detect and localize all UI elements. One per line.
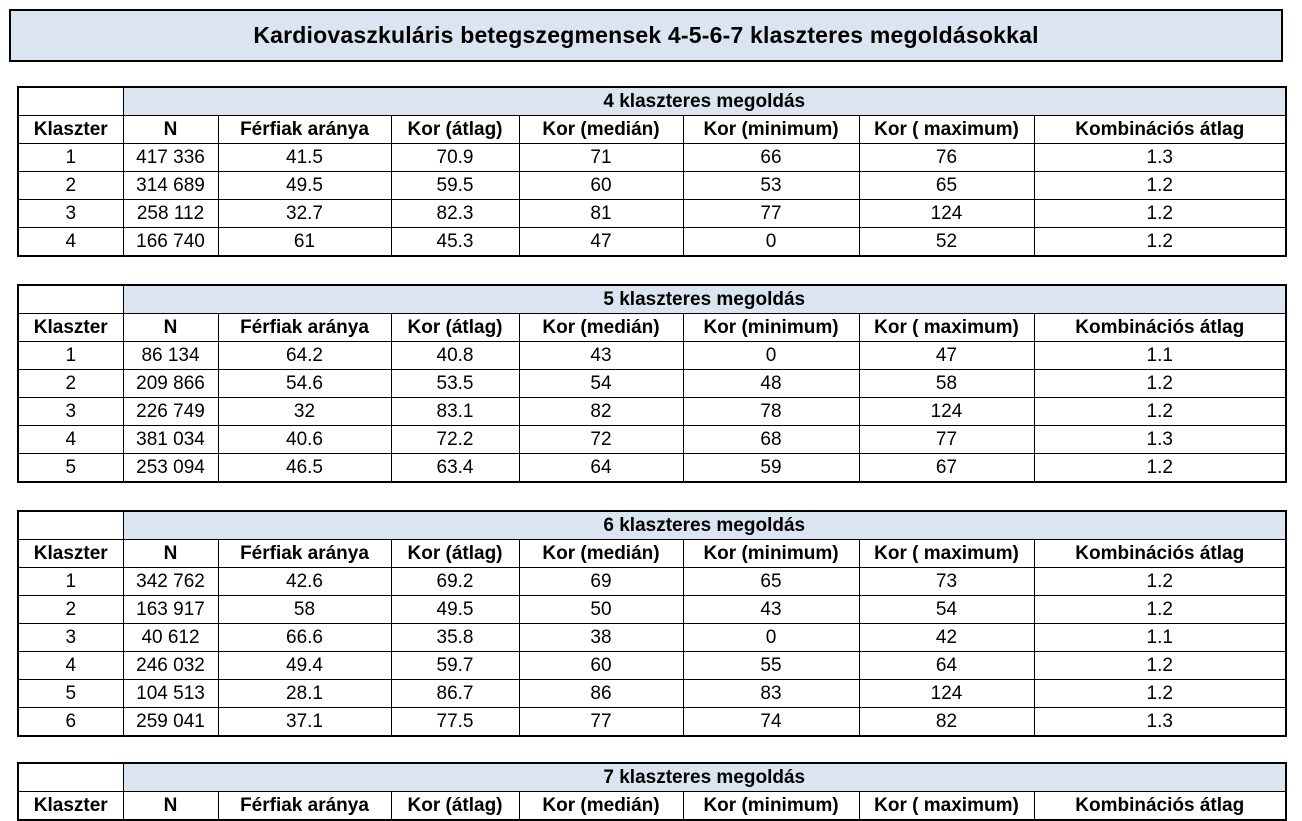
cluster-id-cell: 3 — [18, 200, 123, 228]
data-cell: 58 — [218, 596, 391, 624]
data-cell: 63.4 — [391, 454, 519, 483]
data-cell: 65 — [683, 568, 859, 596]
column-header: N — [123, 116, 218, 144]
data-cell: 82 — [859, 708, 1034, 737]
data-cell: 86.7 — [391, 680, 519, 708]
data-cell: 55 — [683, 652, 859, 680]
data-cell: 70.9 — [391, 144, 519, 172]
data-cell: 209 866 — [123, 370, 218, 398]
cluster-id-cell: 6 — [18, 708, 123, 737]
cluster-id-cell: 1 — [18, 144, 123, 172]
section-header-row — [18, 285, 1286, 314]
data-cell: 50 — [519, 596, 683, 624]
data-cell: 226 749 — [123, 398, 218, 426]
data-cell: 77 — [519, 708, 683, 737]
data-cell: 124 — [859, 398, 1034, 426]
corner-cell — [18, 763, 123, 792]
data-cell: 73 — [859, 568, 1034, 596]
data-cell: 1.2 — [1034, 200, 1286, 228]
data-cell: 49.5 — [218, 172, 391, 200]
column-header-row — [18, 540, 1286, 568]
data-cell: 64 — [519, 454, 683, 483]
data-cell: 1.3 — [1034, 144, 1286, 172]
column-header: Kor ( maximum) — [859, 314, 1034, 342]
cluster-table-7 — [17, 762, 1287, 821]
data-cell: 69 — [519, 568, 683, 596]
cluster-id-cell: 3 — [18, 398, 123, 426]
data-cell: 1.2 — [1034, 172, 1286, 200]
data-cell: 45.3 — [391, 228, 519, 257]
table-row — [18, 680, 1286, 708]
data-cell: 1.2 — [1034, 568, 1286, 596]
data-cell: 66.6 — [218, 624, 391, 652]
column-header: Kombinációs átlag — [1034, 540, 1286, 568]
data-cell: 69.2 — [391, 568, 519, 596]
data-cell: 47 — [519, 228, 683, 257]
data-cell: 1.2 — [1034, 370, 1286, 398]
data-cell: 86 134 — [123, 342, 218, 370]
column-header: Kor ( maximum) — [859, 116, 1034, 144]
column-header: Kor (minimum) — [683, 116, 859, 144]
section-header-row — [18, 511, 1286, 540]
data-cell: 40.6 — [218, 426, 391, 454]
data-cell: 1.1 — [1034, 342, 1286, 370]
column-header: Férfiak aránya — [218, 314, 391, 342]
data-cell: 104 513 — [123, 680, 218, 708]
table-section-header: 6 klaszteres megoldás — [123, 511, 1286, 540]
data-cell: 64 — [859, 652, 1034, 680]
data-cell: 52 — [859, 228, 1034, 257]
data-cell: 71 — [519, 144, 683, 172]
data-cell: 86 — [519, 680, 683, 708]
data-cell: 342 762 — [123, 568, 218, 596]
column-header: Férfiak aránya — [218, 792, 391, 821]
corner-cell — [18, 285, 123, 314]
data-cell: 54 — [859, 596, 1034, 624]
data-cell: 417 336 — [123, 144, 218, 172]
table-row — [18, 568, 1286, 596]
data-cell: 72.2 — [391, 426, 519, 454]
data-cell: 246 032 — [123, 652, 218, 680]
table-row — [18, 228, 1286, 257]
column-header: Kor ( maximum) — [859, 540, 1034, 568]
data-cell: 166 740 — [123, 228, 218, 257]
data-cell: 163 917 — [123, 596, 218, 624]
column-header: Kor (minimum) — [683, 540, 859, 568]
cluster-id-cell: 1 — [18, 568, 123, 596]
data-cell: 49.5 — [391, 596, 519, 624]
data-cell: 82.3 — [391, 200, 519, 228]
data-cell: 46.5 — [218, 454, 391, 483]
data-cell: 60 — [519, 172, 683, 200]
data-cell: 124 — [859, 680, 1034, 708]
data-cell: 40.8 — [391, 342, 519, 370]
column-header: Kombinációs átlag — [1034, 314, 1286, 342]
data-cell: 54.6 — [218, 370, 391, 398]
table-row — [18, 454, 1286, 483]
column-header: Kor (minimum) — [683, 792, 859, 821]
data-cell: 67 — [859, 454, 1034, 483]
table-row — [18, 172, 1286, 200]
data-cell: 60 — [519, 652, 683, 680]
column-header: Klaszter — [18, 792, 123, 821]
data-cell: 43 — [683, 596, 859, 624]
cluster-table-6 — [17, 510, 1287, 737]
data-cell: 77.5 — [391, 708, 519, 737]
cluster-id-cell: 1 — [18, 342, 123, 370]
data-cell: 28.1 — [218, 680, 391, 708]
data-cell: 78 — [683, 398, 859, 426]
table-row — [18, 398, 1286, 426]
table-row — [18, 708, 1286, 737]
column-header: N — [123, 540, 218, 568]
corner-cell — [18, 511, 123, 540]
data-cell: 59.5 — [391, 172, 519, 200]
table-row — [18, 652, 1286, 680]
cluster-id-cell: 2 — [18, 172, 123, 200]
data-cell: 124 — [859, 200, 1034, 228]
data-cell: 77 — [859, 426, 1034, 454]
section-header-row — [18, 763, 1286, 792]
data-cell: 1.2 — [1034, 398, 1286, 426]
data-cell: 1.2 — [1034, 596, 1286, 624]
column-header: Kor (medián) — [519, 116, 683, 144]
column-header: Kor ( maximum) — [859, 792, 1034, 821]
data-cell: 1.2 — [1034, 652, 1286, 680]
column-header-row — [18, 314, 1286, 342]
cluster-id-cell: 3 — [18, 624, 123, 652]
section-header-row — [18, 87, 1286, 116]
table-row — [18, 426, 1286, 454]
data-cell: 1.3 — [1034, 708, 1286, 737]
data-cell: 1.2 — [1034, 454, 1286, 483]
column-header: Kor (átlag) — [391, 792, 519, 821]
data-cell: 253 094 — [123, 454, 218, 483]
cluster-table-5 — [17, 284, 1287, 483]
table-row — [18, 342, 1286, 370]
data-cell: 72 — [519, 426, 683, 454]
table-row — [18, 200, 1286, 228]
column-header: Kombinációs átlag — [1034, 116, 1286, 144]
data-cell: 81 — [519, 200, 683, 228]
table-section-header: 4 klaszteres megoldás — [123, 87, 1286, 116]
data-cell: 43 — [519, 342, 683, 370]
data-cell: 314 689 — [123, 172, 218, 200]
data-cell: 32 — [218, 398, 391, 426]
data-cell: 258 112 — [123, 200, 218, 228]
column-header: Férfiak aránya — [218, 116, 391, 144]
cluster-id-cell: 5 — [18, 454, 123, 483]
column-header: Kor (átlag) — [391, 116, 519, 144]
column-header: Kor (medián) — [519, 792, 683, 821]
column-header: Kor (minimum) — [683, 314, 859, 342]
data-cell: 74 — [683, 708, 859, 737]
data-cell: 59 — [683, 454, 859, 483]
data-cell: 42.6 — [218, 568, 391, 596]
cluster-table-4 — [17, 86, 1287, 257]
data-cell: 68 — [683, 426, 859, 454]
cluster-id-cell: 2 — [18, 596, 123, 624]
column-header-row — [18, 792, 1286, 821]
data-cell: 1.1 — [1034, 624, 1286, 652]
data-cell: 53.5 — [391, 370, 519, 398]
data-cell: 259 041 — [123, 708, 218, 737]
data-cell: 0 — [683, 228, 859, 257]
table-section-header: 5 klaszteres megoldás — [123, 285, 1286, 314]
column-header: Klaszter — [18, 116, 123, 144]
column-header: N — [123, 792, 218, 821]
data-cell: 32.7 — [218, 200, 391, 228]
data-cell: 64.2 — [218, 342, 391, 370]
cluster-id-cell: 4 — [18, 426, 123, 454]
data-cell: 59.7 — [391, 652, 519, 680]
data-cell: 0 — [683, 624, 859, 652]
data-cell: 40 612 — [123, 624, 218, 652]
table-row — [18, 596, 1286, 624]
column-header: Férfiak aránya — [218, 540, 391, 568]
data-cell: 49.4 — [218, 652, 391, 680]
column-header: Kor (medián) — [519, 540, 683, 568]
data-cell: 38 — [519, 624, 683, 652]
table-row — [18, 144, 1286, 172]
cluster-id-cell: 4 — [18, 652, 123, 680]
data-cell: 65 — [859, 172, 1034, 200]
data-cell: 76 — [859, 144, 1034, 172]
table-row — [18, 370, 1286, 398]
data-cell: 83.1 — [391, 398, 519, 426]
corner-cell — [18, 87, 123, 116]
cluster-id-cell: 5 — [18, 680, 123, 708]
column-header: Kor (medián) — [519, 314, 683, 342]
data-cell: 47 — [859, 342, 1034, 370]
column-header: N — [123, 314, 218, 342]
column-header: Kombinációs átlag — [1034, 792, 1286, 821]
data-cell: 42 — [859, 624, 1034, 652]
page-title: Kardiovaszkuláris betegszegmensek 4-5-6-7 klaszteres megoldásokkal — [9, 9, 1283, 62]
data-cell: 58 — [859, 370, 1034, 398]
data-cell: 54 — [519, 370, 683, 398]
table-row — [18, 624, 1286, 652]
cluster-id-cell: 4 — [18, 228, 123, 257]
data-cell: 77 — [683, 200, 859, 228]
data-cell: 0 — [683, 342, 859, 370]
data-cell: 83 — [683, 680, 859, 708]
column-header-row — [18, 116, 1286, 144]
column-header: Kor (átlag) — [391, 540, 519, 568]
column-header: Klaszter — [18, 314, 123, 342]
data-cell: 1.2 — [1034, 228, 1286, 257]
data-cell: 35.8 — [391, 624, 519, 652]
data-cell: 48 — [683, 370, 859, 398]
cluster-id-cell: 2 — [18, 370, 123, 398]
data-cell: 37.1 — [218, 708, 391, 737]
table-section-header: 7 klaszteres megoldás — [123, 763, 1286, 792]
column-header: Klaszter — [18, 540, 123, 568]
data-cell: 381 034 — [123, 426, 218, 454]
data-cell: 82 — [519, 398, 683, 426]
data-cell: 41.5 — [218, 144, 391, 172]
data-cell: 1.2 — [1034, 680, 1286, 708]
data-cell: 1.3 — [1034, 426, 1286, 454]
data-cell: 53 — [683, 172, 859, 200]
column-header: Kor (átlag) — [391, 314, 519, 342]
data-cell: 66 — [683, 144, 859, 172]
data-cell: 61 — [218, 228, 391, 257]
